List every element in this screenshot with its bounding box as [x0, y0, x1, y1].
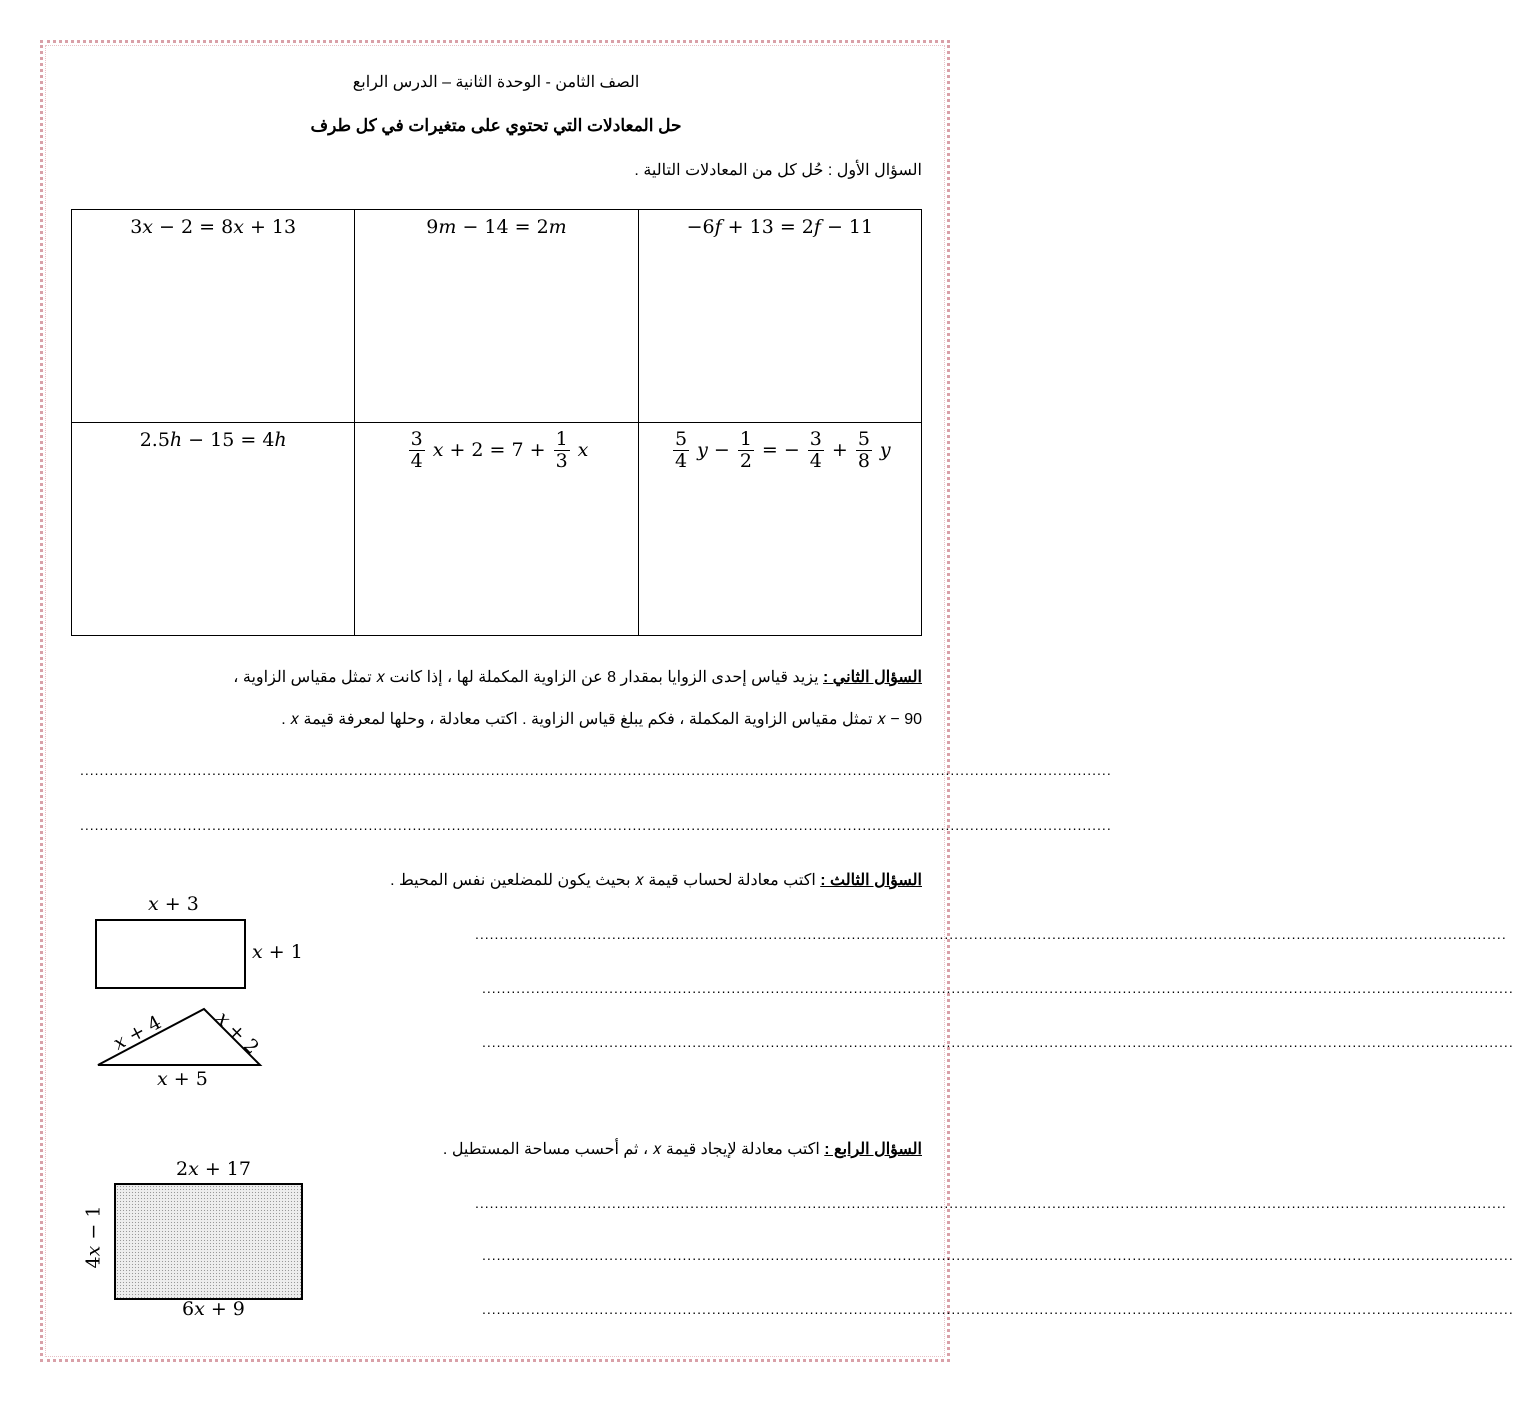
answer-cell[interactable]	[638, 210, 921, 423]
equations-table	[71, 209, 922, 636]
triangle-right-label: 𝑥 + 2	[211, 1007, 264, 1059]
answer-cell[interactable]	[355, 210, 638, 423]
triangle-left-label: 𝑥 + 4	[109, 1011, 166, 1055]
q2-line1: السؤال الثاني : يزيد قياس إحدى الزوايا بمقدار 8 عن الزاوية المكملة لها ، إذا كانت 𝑥 تمثل مقياس الزاوية ،	[233, 669, 922, 686]
equation: −6𝑓 + 13 = 2𝑓 − 11	[686, 216, 874, 238]
q2-line2: 𝑥 − 90 تمثل مقياس الزاوية المكملة ، فكم يبلغ قياس الزاوية . اكتب معادلة ، وحلها لمعرفة قيمة 𝑥 .	[281, 711, 922, 728]
answer-line[interactable]: ...................................................................................................................................................................................................................	[475, 926, 1507, 942]
shaded-rectangle	[114, 1183, 303, 1300]
answer-line[interactable]: ...................................................................................................................................................................................................................	[482, 980, 1514, 996]
q4-prompt: السؤال الرابع : اكتب معادلة لإيجاد قيمة 𝑥 ، ثم أحسب مساحة المستطيل .	[442, 1141, 922, 1158]
answer-line[interactable]: ...................................................................................................................................................................................................................	[475, 1195, 1507, 1211]
answer-cell[interactable]	[638, 423, 921, 636]
answer-line[interactable]: ...................................................................................................................................................................................................................	[482, 1301, 1514, 1317]
equation-fractions: $\frac{5}{4}$ 𝑦 − $\frac{1}{2}$ = − $\frac{3}{4}$ + $\frac{5}{8}$ 𝑦	[675, 428, 891, 472]
rect-top-label: 𝑥 + 3	[148, 893, 199, 915]
equation-fractions: $\frac{3}{4}$ 𝑥 + 2 = 7 + $\frac{1}{3}$ 𝑥	[410, 428, 589, 472]
page-title: حل المعادلات التي تحتوي على متغيرات في كل طرف	[310, 116, 682, 135]
answer-line[interactable]: ...................................................................................................................................................................................................................	[482, 1247, 1514, 1263]
answer-line[interactable]: ...................................................................................................................................................................................................................	[80, 762, 1112, 778]
fraction: $\frac{1}{2}$	[739, 428, 752, 472]
answer-line[interactable]: ...................................................................................................................................................................................................................	[80, 817, 1112, 833]
fraction: $\frac{5}{4}$	[675, 428, 688, 472]
fraction: $\frac{3}{4}$	[809, 428, 822, 472]
answer-cell[interactable]	[355, 423, 638, 636]
q1-prompt: السؤال الأول : حُل كل من المعادلات التالية .	[634, 162, 922, 179]
rectangle-shape	[95, 919, 246, 989]
rect-side-label: 𝑥 + 1	[252, 941, 303, 963]
equation: 9𝑚 − 14 = 2𝑚	[426, 216, 567, 238]
fraction: $\frac{1}{3}$	[555, 428, 568, 472]
equation: 3𝑥 − 2 = 8𝑥 + 13	[130, 216, 297, 238]
rect-top-label: 2𝑥 + 17	[176, 1158, 251, 1180]
fraction: $\frac{5}{8}$	[857, 428, 870, 472]
triangle-bottom-label: 𝑥 + 5	[157, 1068, 208, 1090]
rect-side-label: 4𝑥 − 1	[82, 1205, 105, 1269]
answer-line[interactable]: ...................................................................................................................................................................................................................	[482, 1034, 1514, 1050]
q3-prompt: السؤال الثالث : اكتب معادلة لحساب قيمة 𝑥 بحيث يكون للمضلعين نفس المحيط .	[390, 872, 922, 889]
rect-bottom-label: 6𝑥 + 9	[182, 1298, 245, 1320]
fraction: $\frac{3}{4}$	[410, 428, 423, 472]
answer-cell[interactable]	[72, 210, 355, 423]
equation: 2.5ℎ − 15 = 4ℎ	[139, 429, 287, 451]
lesson-subtitle: الصف الثامن - الوحدة الثانية – الدرس الرابع	[352, 74, 640, 91]
answer-cell[interactable]	[72, 423, 355, 636]
